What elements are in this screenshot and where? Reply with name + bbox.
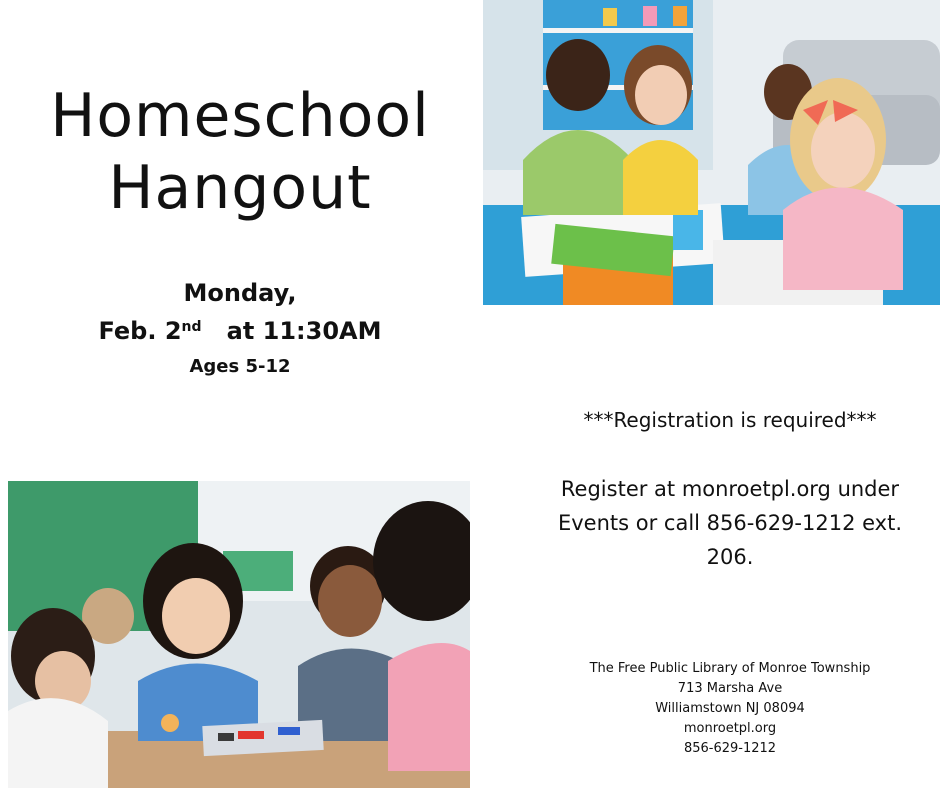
registration-instructions: Register at monroetpl.org under Events or call 856-629-1212 ext. 206.: [557, 477, 903, 569]
library-phone: 856-629-1212: [683, 741, 777, 756]
library-city: Williamstown NJ 08094: [655, 701, 805, 716]
library-website: monroetpl.org: [683, 721, 777, 736]
library-name: The Free Public Library of Monroe Township: [589, 661, 871, 676]
registration-required-notice: ***Registration is required***: [583, 408, 877, 432]
event-day: Monday,: [183, 279, 297, 307]
event-date: Feb. 2: [98, 317, 182, 345]
event-ages: Ages 5-12: [189, 356, 291, 377]
event-time: at 11:30AM: [226, 317, 382, 345]
title-line-1: Homeschool: [50, 81, 430, 151]
children-circuit-kit-photo: [8, 481, 470, 788]
date-suffix: nd: [181, 319, 202, 335]
event-title: [30, 80, 450, 224]
title-line-2: Hangout: [108, 153, 372, 223]
event-schedule: [30, 274, 450, 382]
library-contact: [560, 659, 900, 759]
library-street: 713 Marsha Ave: [677, 681, 783, 696]
children-drawing-photo: [483, 0, 940, 305]
event-date-time: [30, 312, 450, 350]
